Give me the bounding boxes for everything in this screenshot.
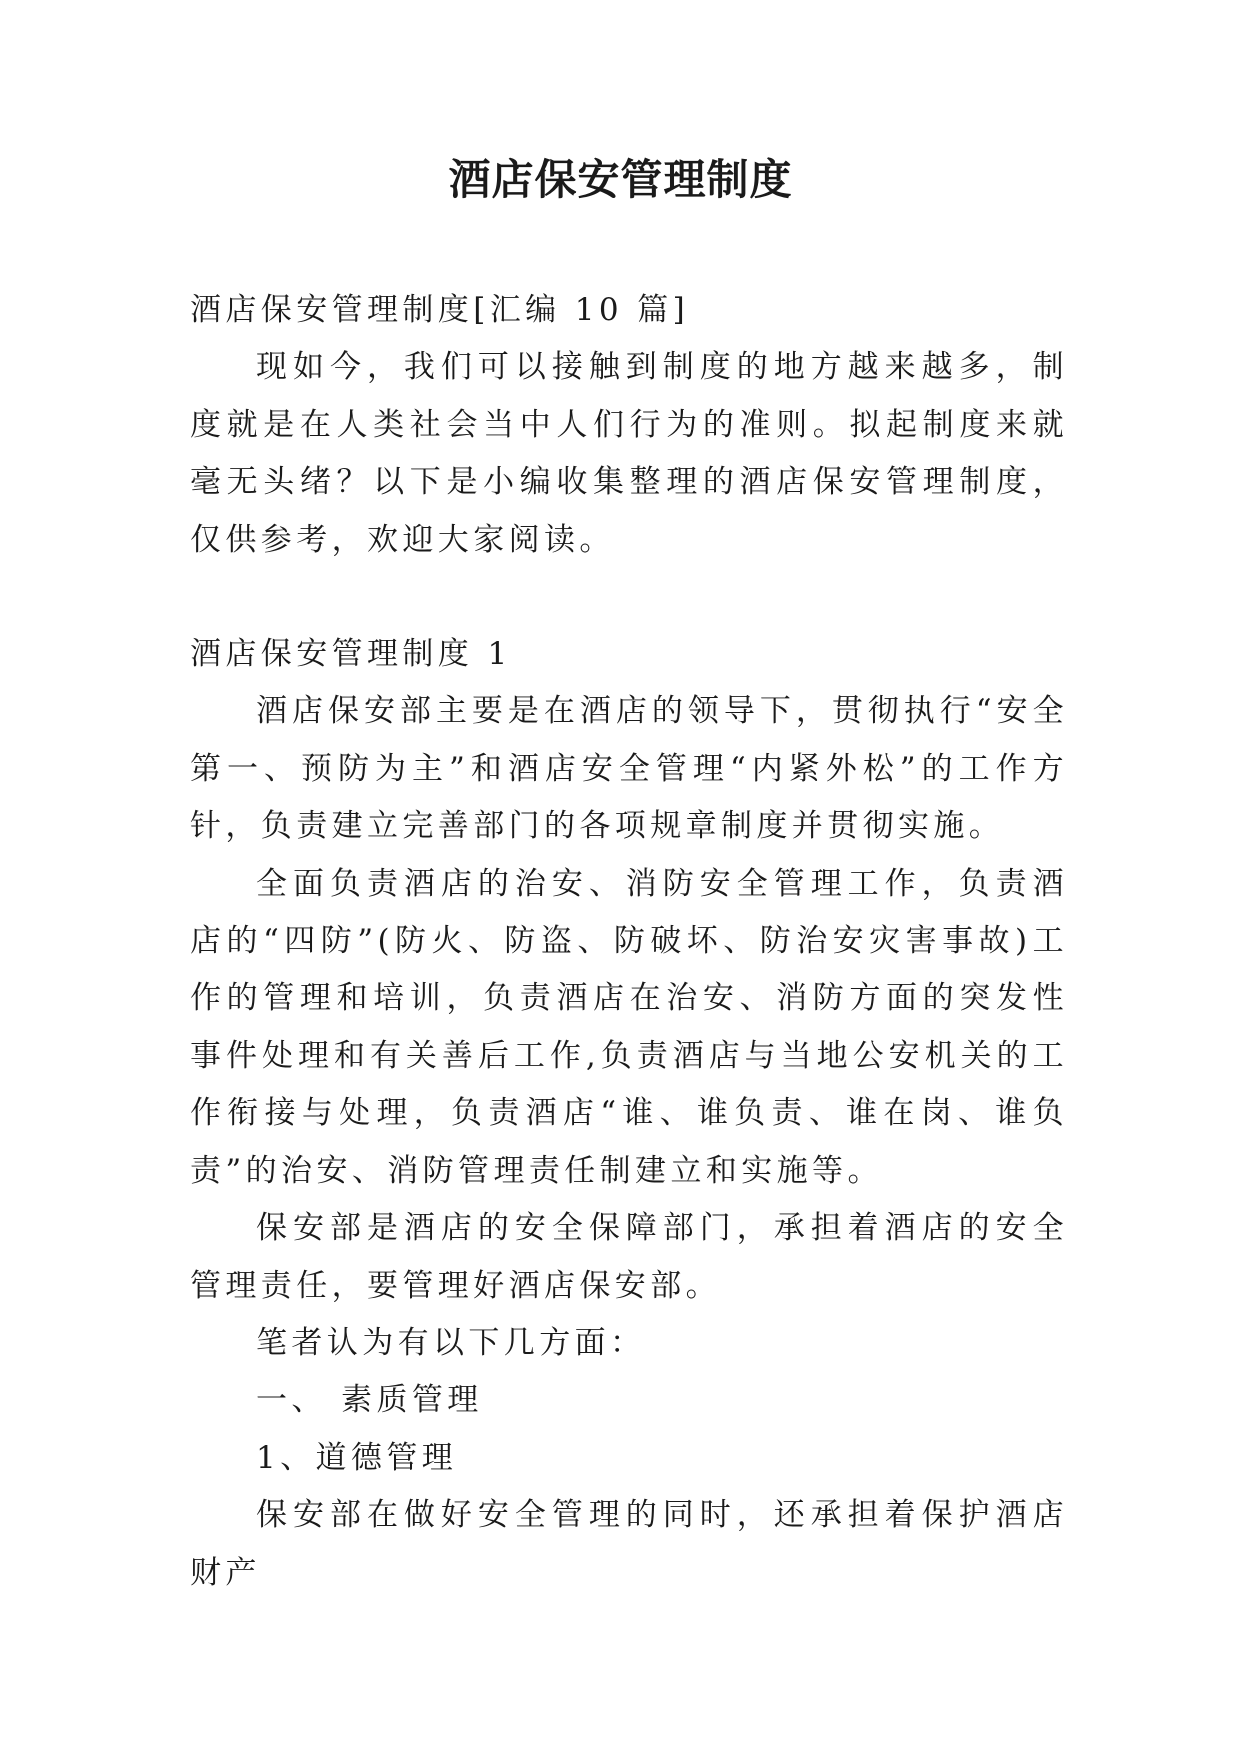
subheading-quality-management: 一、 素质管理	[256, 1382, 483, 1419]
document-subtitle: 酒店保安管理制度[汇编 10 篇]	[190, 292, 690, 328]
subheading-moral-management: 1、道德管理	[256, 1439, 458, 1476]
page-title: 酒店保安管理制度	[448, 155, 793, 204]
section-heading: 酒店保安管理制度 1	[190, 636, 512, 673]
intro-paragraph: 现如今，我们可以接触到制度的地方越来越多，制度就是在人类社会当中人们行为的准则。拟起制度来就毫无头绪？以下是小编收集整理的酒店保安管理制度，仅供参考，欢迎大家阅读。	[190, 349, 1068, 558]
body-paragraph: 全面负责酒店的治安、消防安全管理工作，负责酒店的“四防”(防火、防盗、防破坏、防治安灾害事故)工作的管理和培训，负责酒店在治安、消防方面的突发性事件处理和有关善后工作,负责酒店与当地公安机关的工作衔接与处理，负责酒店“谁、谁负责、谁在岗、谁负责”的治安、消防管理责任制建立和实施等。	[190, 865, 1068, 1189]
body-paragraph: 保安部是酒店的安全保障部门，承担着酒店的安全管理责任，要管理好酒店保安部。	[190, 1210, 1068, 1304]
body-paragraph: 笔者认为有以下几方面：	[256, 1324, 646, 1361]
body-paragraph: 酒店保安部主要是在酒店的领导下，贯彻执行“安全第一、预防为主”和酒店安全管理“内紧外松”的工作方针，负责建立完善部门的各项规章制度并贯彻实施。	[190, 693, 1068, 845]
spacer	[190, 569, 1068, 626]
body-paragraph: 保安部在做好安全管理的同时，还承担着保护酒店财产	[190, 1497, 1068, 1591]
document-body	[190, 282, 1068, 1602]
